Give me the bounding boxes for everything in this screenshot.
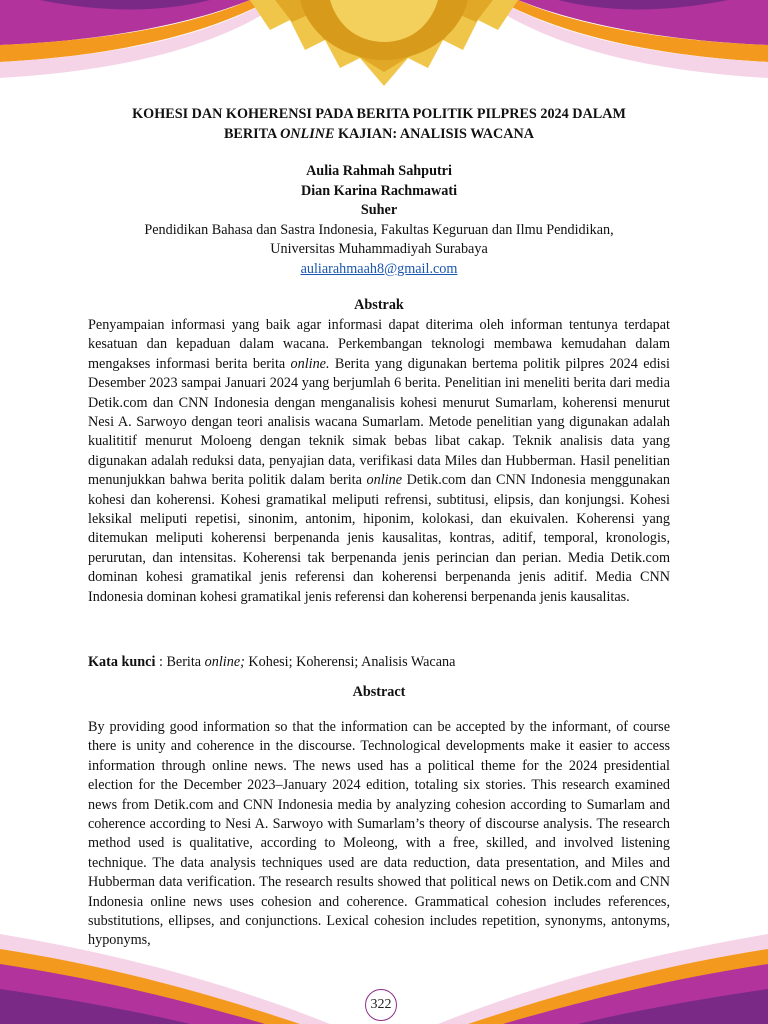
author-block [88, 162, 670, 279]
paper-title [88, 104, 670, 144]
sun-ornament [250, 0, 518, 86]
title-line-2-pre: BERITA [223, 126, 281, 142]
keywords-line: Kata kunci : Berita online; Kohesi; Koherensi; Analisis Wacana [88, 654, 456, 670]
abstract-heading: Abstract [352, 684, 406, 700]
email-link[interactable]: auliarahmaah8@gmail.com [300, 260, 458, 277]
title-line-2-post: KAJIAN: ANALISIS WACANA [334, 126, 535, 142]
author-1: Aulia Rahmah Sahputri [306, 163, 452, 179]
abstrak-heading: Abstrak [354, 297, 404, 313]
header-decoration [0, 0, 768, 95]
affiliation-line-2: Universitas Muhammadiyah Surabaya [270, 241, 488, 257]
page-number: 322 [365, 989, 397, 1021]
affiliation-line-1: Pendidikan Bahasa dan Sastra Indonesia, Fakultas Keguruan dan Ilmu Pendidikan, [144, 221, 614, 238]
author-2: Dian Karina Rachmawati [300, 182, 458, 199]
keywords-label: Kata kunci [88, 654, 156, 670]
author-3: Suher [360, 202, 398, 218]
abstrak-paragraph: Penyampaian informasi yang baik agar informasi dapat diterima oleh informan tentunya terdapat kesatuan dan kepaduan dalam wacana. Perkembangan teknologi membawa kemudahan dalam mengakses informasi berita berita online. Berita yang digunakan bertema politik pilpres 2024 edisi Desember 2023 sampai Januari 2024 yang berjumlah 6 berita. Penelitian ini meneliti berita dari media Detik.com dan CNN Indonesia dengan menganalisis kohesi menurut Sumarlam, koherensi menurut Nesi A. Sarwoyo dengan teori analisis wacana Sumarlam. Metode penelitian yang digunakan adalah kualititif menurut Moloeng dengan teknik simak bebas libat cakap. Teknik analisis data yang digunakan adalah reduksi data, penyajian data, verifikasi data Miles dan Hubberman. Hasil penelitian menunjukkan bahwa berita politik dalam berita online Detik.com dan CNN Indonesia menggunakan kohesi dan koherensi. Kohesi gramatikal meliputi refrensi, subtitusi, elipsis, dan konjungsi. Kohesi leksikal meliputi repetisi, sinonim, antonim, hiponim, kolokasi, dan ekuivalen. Koherensi yang ditemukan meliputi koherensi berpenanda jenis kausalitas, kontras, aditif, temporal, kronologis, perurutan, dan intensitas. Koherensi tak berpenanda jenis perincian dan perian. Media Detik.com dominan kohesi gramatikal jenis referensi dan koherensi berpenanda jenis aditif. Media CNN Indonesia dominan kohesi gramatikal jenis referensi dan koherensi berpenanda jenis kausalitas. [88, 317, 670, 605]
abstract-paragraph: By providing good information so that the information can be accepted by the informant, of course there is unity and coherence in the discourse. Technological developments make it easier to access information through online news. The news used has a political theme for the 2024 presidential election for the December 2023–January 2024 edition, totaling six stories. This research examined news from Detik.com and CNN Indonesia media by analyzing cohesion according to Sumarlam and coherence according to Nesi A. Sarwoyo with Sumarlam’s theory of discourse analysis. The research method used is qualitative, according to Moleong, with a free, skilled, and involved listening technique. The data analysis techniques used are data reduction, data presentation, and Miles and Hubberman data verification. The research results showed that political news on Detik.com and CNN Indonesia online news uses cohesion and coherence. Grammatical cohesion includes references, substitutions, ellipses, and conjunctions. Lexical cohesion includes repetition, synonyms, antonyms, hyponyms, [88, 719, 670, 949]
title-line-2-italic: ONLINE [280, 126, 335, 142]
title-line-1: KOHESI DAN KOHERENSI PADA BERITA POLITIK PILPRES 2024 DALAM [132, 106, 626, 122]
